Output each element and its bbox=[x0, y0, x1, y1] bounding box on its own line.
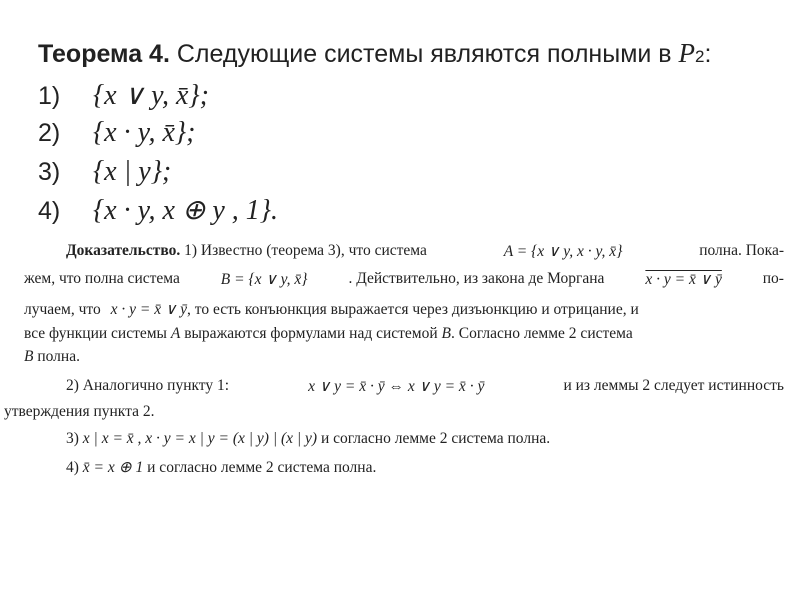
proof-text: по- bbox=[762, 270, 784, 287]
proof-text: все функции системы bbox=[24, 325, 167, 342]
proof-line-4 bbox=[24, 325, 784, 343]
list-item-formula: {x ∨ y, x̄}; bbox=[92, 80, 209, 111]
list-item-number: 1) bbox=[38, 82, 61, 110]
proof-line-7 bbox=[4, 403, 764, 421]
list-item-formula: {x · y, x ⊕ y , 1}. bbox=[92, 195, 278, 226]
proof-text: полна. Пока- bbox=[699, 242, 784, 259]
proof-text: . Согласно лемме 2 система bbox=[451, 325, 633, 342]
proof-text: 4) bbox=[66, 459, 79, 476]
proof-formula: B = {x ∨ y, x̄} bbox=[220, 271, 308, 288]
proof-var: A bbox=[170, 325, 181, 342]
proof-line-5 bbox=[24, 348, 784, 366]
proof-line-6 bbox=[66, 377, 784, 396]
theorem-var: P bbox=[678, 38, 696, 68]
proof-line-1 bbox=[66, 242, 784, 261]
theorem-var-sub: 2 bbox=[695, 47, 705, 66]
proof-formula: x ∨ y = x̄ · ȳ ⇔ x ∨ y = x̄ · ȳ bbox=[308, 378, 485, 395]
list-item bbox=[38, 193, 278, 227]
proof-var: B bbox=[24, 348, 34, 365]
proof-line-9 bbox=[66, 458, 784, 477]
list-item-formula: {x · y, x̄}; bbox=[92, 117, 196, 148]
theorem-heading bbox=[38, 38, 711, 69]
proof-line-8 bbox=[66, 430, 784, 448]
proof-text: , то есть конъюнкция выражается через дизъюнкцию и отрицание, и bbox=[187, 301, 639, 318]
proof-text: и согласно лемме 2 система полна. bbox=[147, 459, 377, 476]
proof-var: B bbox=[441, 325, 451, 342]
proof-formula: x · y = x̄ ∨ ȳ bbox=[645, 271, 722, 288]
proof-formula: x̄ = x ⊕ 1 bbox=[82, 459, 144, 476]
proof-text: утверждения пункта 2. bbox=[4, 403, 155, 420]
theorem-label: Теорема 4. bbox=[38, 40, 170, 68]
theorem-text: Следующие системы являются полными в bbox=[176, 40, 672, 68]
proof-text: лучаем, что bbox=[24, 301, 101, 318]
proof-text: . Действительно, из закона де Моргана bbox=[348, 270, 605, 287]
proof-text: и из леммы 2 следует истинность bbox=[563, 377, 784, 394]
proof-formula: x · y = x̄ ∨ ȳ bbox=[110, 301, 188, 318]
proof-text: 3) bbox=[66, 430, 79, 447]
theorem-colon: : bbox=[704, 40, 712, 68]
proof-line-3 bbox=[24, 300, 784, 319]
proof-label: Доказательство. bbox=[66, 242, 181, 259]
proof-lead bbox=[66, 242, 427, 261]
list-item bbox=[38, 156, 171, 188]
list-item bbox=[38, 117, 195, 149]
proof-text: жем, что полна система bbox=[24, 270, 180, 287]
proof-line-2 bbox=[24, 270, 784, 289]
proof-formula: x | x = x̄ , x · y = x | y = (x | y) | (x | y) bbox=[82, 430, 318, 447]
proof-text: выражаются формулами над системой bbox=[184, 325, 438, 342]
list-item-number: 4) bbox=[38, 197, 61, 225]
list-item-number: 2) bbox=[38, 119, 61, 147]
proof-text: полна. bbox=[37, 348, 80, 365]
proof-formula: A = {x ∨ y, x · y, x̄} bbox=[503, 243, 623, 260]
proof-text: 2) Аналогично пункту 1: bbox=[66, 377, 230, 394]
proof-text: 1) Известно (теорема 3), что система bbox=[184, 242, 427, 259]
list-item-number: 3) bbox=[38, 158, 61, 186]
proof-text: и согласно лемме 2 система полна. bbox=[320, 430, 551, 447]
list-item-formula: {x | y}; bbox=[92, 156, 172, 187]
list-item bbox=[38, 78, 209, 112]
